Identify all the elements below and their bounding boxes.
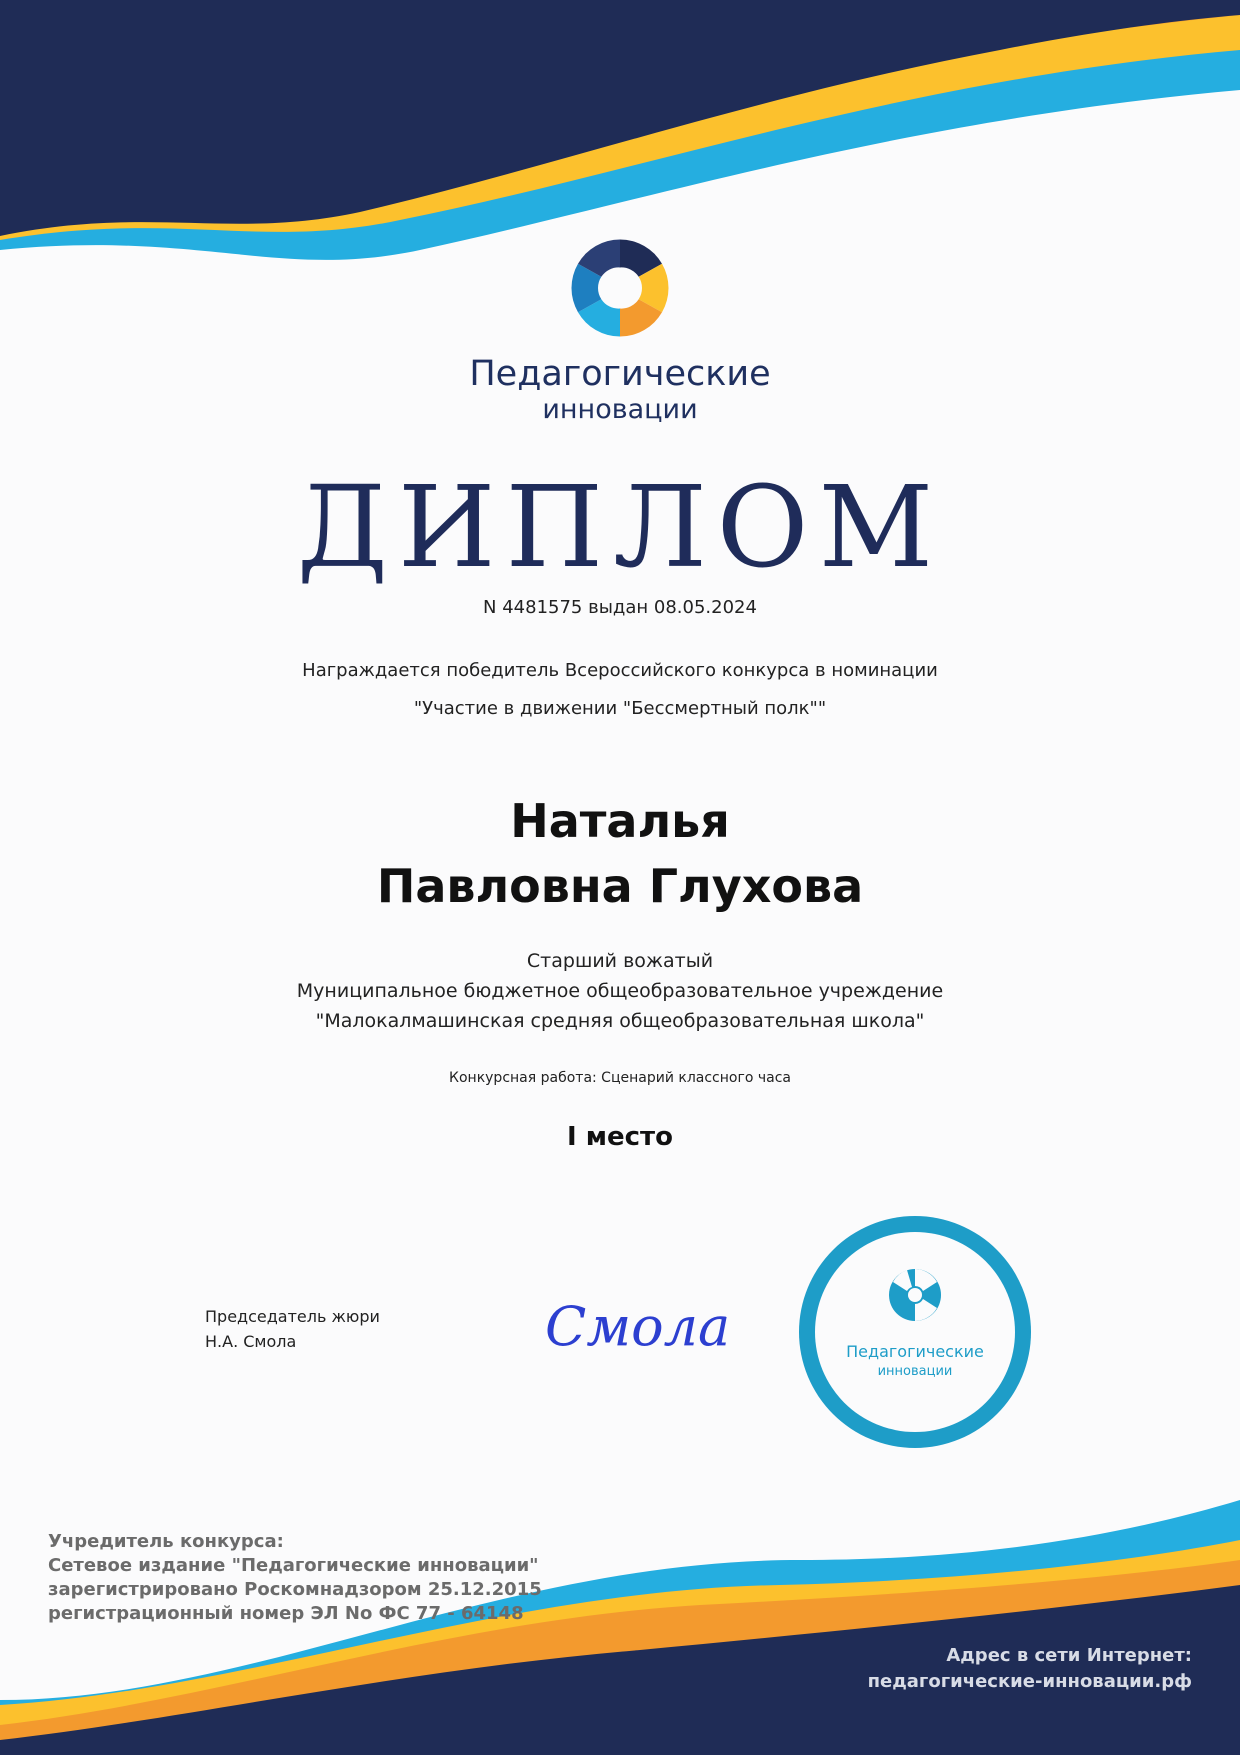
- brand-logo: [0, 232, 1240, 426]
- award-text-line1: Награждается победитель Всероссийского конкурса в номинации: [302, 660, 938, 681]
- award-nomination: "Участие в движении "Бессмертный полк"": [413, 698, 827, 719]
- jury-chair-name: Н.А. Смола: [205, 1332, 297, 1351]
- signature-text: Смола: [545, 1295, 731, 1358]
- website-address: [868, 1643, 1192, 1695]
- address-label: Адрес в сети Интернет:: [946, 1645, 1192, 1666]
- brand-name-line2: инновации: [542, 394, 698, 425]
- organization-stamp: [795, 1212, 1035, 1452]
- founder-line: Учредитель конкурса:: [48, 1531, 284, 1552]
- signature-image: [535, 1280, 745, 1370]
- stamp-name-line1: Педагогические: [846, 1342, 984, 1361]
- jury-chair-title: Председатель жюри: [205, 1307, 380, 1326]
- organization-line2: "Малокалмашинская средняя общеобразовательная школа": [315, 1010, 925, 1032]
- stamp-ring-text: • Всероссийские конкурсы • Всероссийские конкурсы: [812, 1229, 1018, 1435]
- recipient-position: Старший вожатый: [526, 950, 714, 972]
- place-award: I место: [567, 1122, 673, 1152]
- brand-name-line1: Педагогические: [469, 354, 771, 394]
- stamp-swirl-icon: [889, 1269, 941, 1321]
- founder-line: Сетевое издание "Педагогические инновации": [48, 1555, 539, 1576]
- diploma-title: ДИПЛОМ: [296, 463, 944, 593]
- founder-line: зарегистрировано Роскомнадзором 25.12.2015: [48, 1579, 542, 1600]
- organization-line1: Муниципальное бюджетное общеобразовательное учреждение: [296, 980, 944, 1002]
- contest-work: Конкурсная работа: Сценарий классного часа: [449, 1070, 791, 1086]
- brand-swirl-icon: [564, 232, 676, 344]
- stamp-name-line2: инновации: [877, 1364, 953, 1379]
- recipient-last-name: Павловна Глухова: [376, 859, 864, 913]
- address-url[interactable]: педагогические-инновации.рф: [867, 1671, 1192, 1692]
- founder-line: регистрационный номер ЭЛ No ФС 77 - 64148: [48, 1603, 524, 1624]
- diploma-number: N 4481575 выдан 08.05.2024: [483, 597, 757, 618]
- recipient-first-name: Наталья: [510, 794, 730, 848]
- founder-info: [48, 1530, 542, 1626]
